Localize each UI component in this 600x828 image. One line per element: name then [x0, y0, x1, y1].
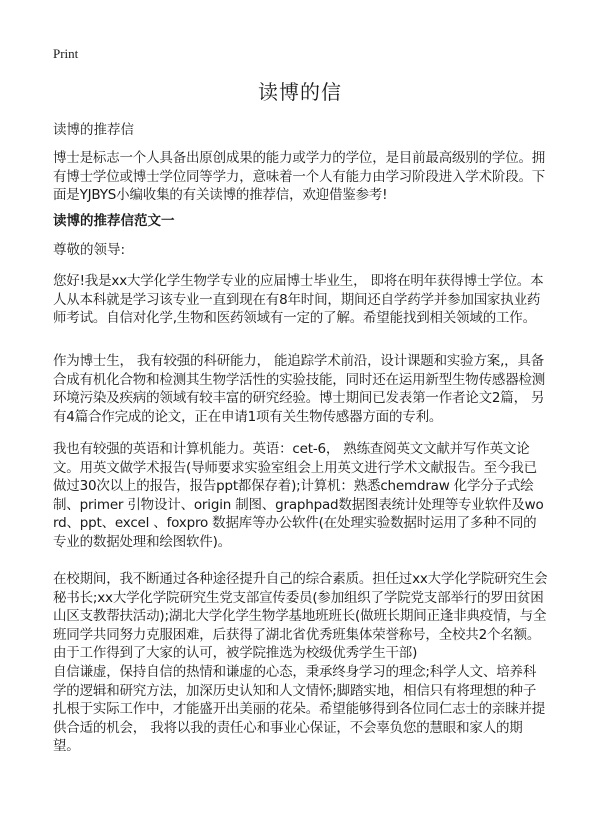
section-heading: 读博的推荐信范文一: [53, 213, 175, 229]
letter-greeting: 尊敬的领导:: [53, 242, 126, 258]
body-paragraph: 在校期间，我不断通过各种途径提升自己的综合素质。担任过xx大学化学院研究生会秘书长;xx大学化学院研究生党支部宣传委员(参加组织了学院党支部举行的罗田贫困山区支教帮扶活动);湖北大学化学生物学基地班班长(做班长期间正逢非典疫情，与全班同学共同努力克服困难，后获得了湖北省优秀班集体荣誉称号，全校共2个名额。由于工作得到了大家的认可，被学院推选为校级优秀学生干部): [53, 571, 548, 661]
intro-paragraph: 博士是标志一个人具备出原创成果的能力或学力的学位，是目前最高级别的学位。拥有博士学位或博士学位同等学力，意味着一个人有能力由学习阶段进入学术阶段。下面是YJBYS小编收集的有关读博的推荐信，欢迎借鉴参考!: [53, 150, 546, 203]
document-subtitle: 读博的推荐信: [53, 122, 134, 138]
body-paragraph: 我也有较强的英语和计算机能力。英语：cet-6， 熟练查阅英文文献并写作英文论文。用英文做学术报告(导师要求实验室组会上用英文进行学术文献报告。至今我已做过30次以上的报告，报告ppt都保存着);计算机：熟悉chemdraw 化学分子式绘制、primer 引物设计、origin 制图、graphpad数据图表统计处理等专业软件及word、ppt、excel 、foxpro 数据库等办公软件(在处理实验数据时运用了多种不同的专业的数据处理和绘图软件)。: [53, 441, 544, 550]
document-title: 读博的信: [258, 80, 342, 104]
print-link[interactable]: Print: [53, 46, 79, 61]
body-paragraph: 自信谦虚，保持自信的热情和谦虚的心态，秉承终身学习的理念;科学人文、培养科学的逻辑和研究方法，加深历史认知和人文情怀;脚踏实地，相信只有将理想的种子扎根于实际工作中，才能盛开出美丽的花朵。希望能够得到各位同仁志士的亲睐并提供合适的机会， 我将以我的责任心和事业心保证，不会辜负您的慧眼和家人的期望。: [53, 664, 546, 754]
body-paragraph: 您好!我是xx大学化学生物学专业的应届博士毕业生， 即将在明年获得博士学位。本人从本科就是学习该专业一直到现在有8年时间，期间还自学药学并参加国家执业药师考试。自信对化学,生物和医药领域有一定的了解。希望能找到相关领域的工作。: [53, 273, 544, 326]
body-paragraph: 作为博士生， 我有较强的科研能力， 能追踪学术前沿，设计课题和实验方案,，具备合成有机化合物和检测其生物学活性的实验技能，同时还在运用新型生物传感器检测环境污染及疾病的领域有较丰富的研究经验。博士期间已发表第一作者论文2篇， 另有4篇合作完成的论文，正在申请1项有关生物传感器方面的专利。: [53, 353, 546, 425]
